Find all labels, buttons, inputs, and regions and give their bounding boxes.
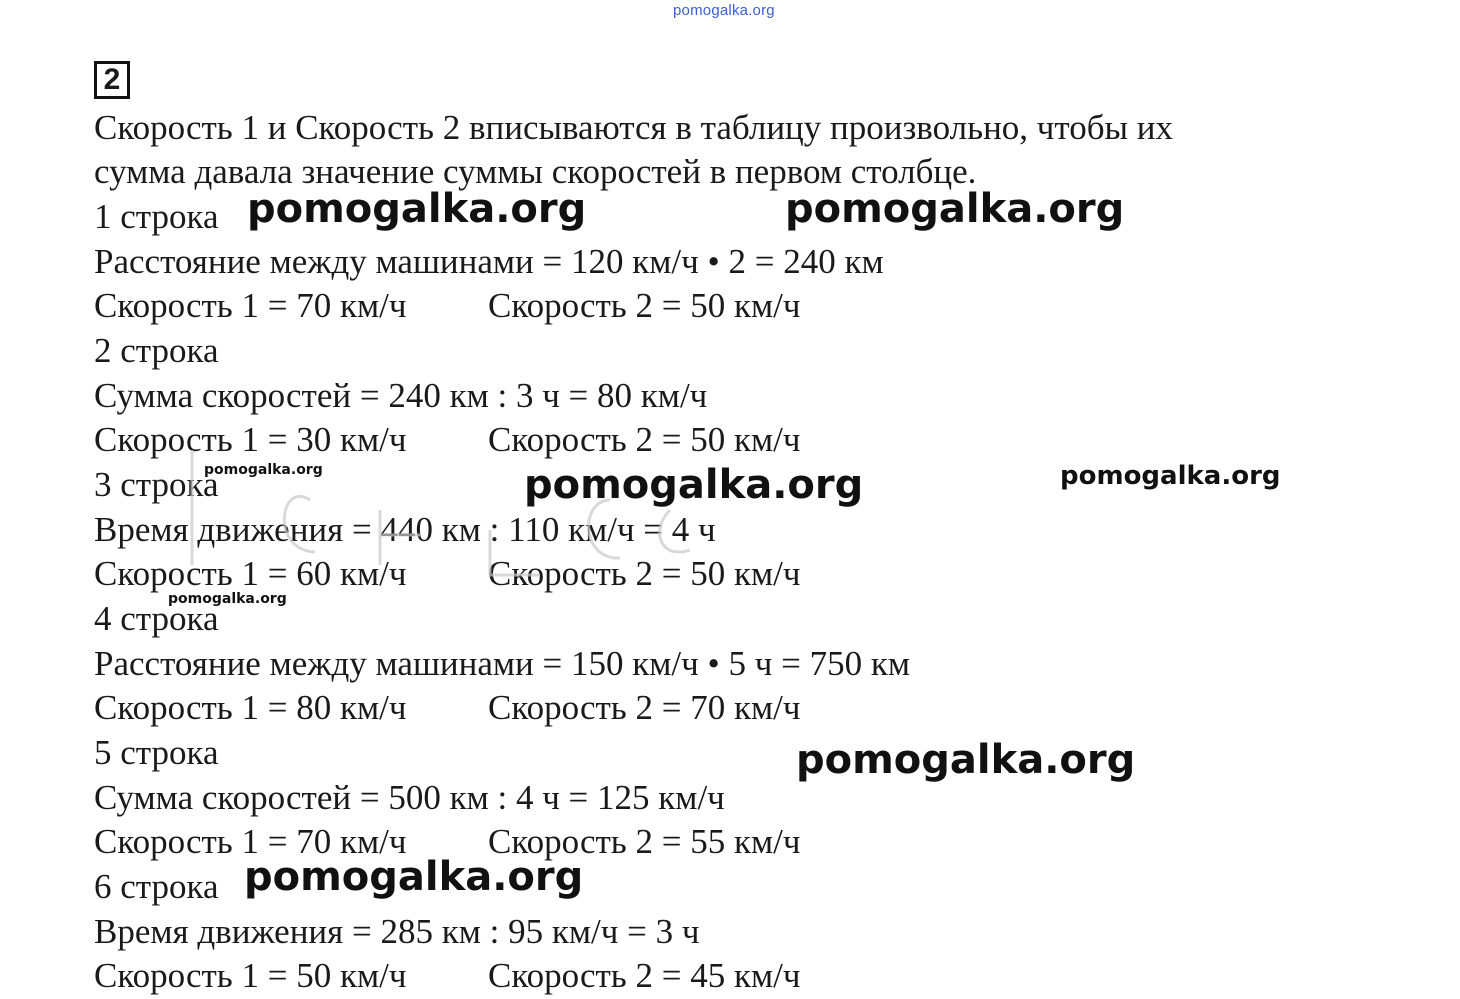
row-2-speed-1: Скорость 1 = 30 км/ч bbox=[94, 420, 407, 459]
row-6-speed-1: Скорость 1 = 50 км/ч bbox=[94, 956, 407, 995]
row-3-speed-1: Скорость 1 = 60 км/ч bbox=[94, 554, 407, 593]
watermark: pomogalka.org bbox=[524, 462, 864, 508]
row-6-calculation: Время движения = 285 км : 95 км/ч = 3 ч bbox=[94, 912, 700, 951]
row-3-heading: 3 строка bbox=[94, 465, 219, 504]
row-5-heading: 5 строка bbox=[94, 733, 219, 772]
row-2-heading: 2 строка bbox=[94, 331, 219, 370]
row-4-calculation: Расстояние между машинами = 150 км/ч • 5 ч = 750 км bbox=[94, 644, 910, 683]
row-4-speed-1: Скорость 1 = 80 км/ч bbox=[94, 688, 407, 727]
row-2-calculation: Сумма скоростей = 240 км : 3 ч = 80 км/ч bbox=[94, 376, 708, 415]
row-5-speed-2: Скорость 2 = 55 км/ч bbox=[488, 822, 801, 861]
watermark: pomogalka.org bbox=[796, 737, 1136, 783]
row-1-speed-2: Скорость 2 = 50 км/ч bbox=[488, 286, 801, 325]
watermark: pomogalka.org bbox=[1060, 461, 1281, 491]
row-6-heading: 6 строка bbox=[94, 867, 219, 906]
row-1-calculation: Расстояние между машинами = 120 км/ч • 2 = 240 км bbox=[94, 242, 884, 281]
row-5-speed-1: Скорость 1 = 70 км/ч bbox=[94, 822, 407, 861]
row-3-speed-2: Скорость 2 = 50 км/ч bbox=[488, 554, 801, 593]
watermark: pomogalka.org bbox=[785, 186, 1125, 232]
row-5-calculation: Сумма скоростей = 500 км : 4 ч = 125 км/ч bbox=[94, 778, 725, 817]
row-6-speed-2: Скорость 2 = 45 км/ч bbox=[488, 956, 801, 995]
task-number-box: 2 bbox=[94, 61, 130, 99]
intro-line-1: Скорость 1 и Скорость 2 вписываются в таблицу произвольно, чтобы их bbox=[94, 108, 1174, 147]
row-3-calculation: Время движения = 440 км : 110 км/ч = 4 ч bbox=[94, 510, 716, 549]
row-4-speed-2: Скорость 2 = 70 км/ч bbox=[488, 688, 801, 727]
watermark: pomogalka.org bbox=[247, 186, 587, 232]
watermark: pomogalka.org bbox=[168, 591, 287, 607]
row-1-heading: 1 строка bbox=[94, 197, 219, 236]
row-4-heading: 4 строка bbox=[94, 599, 219, 638]
intro-line-2: сумма давала значение суммы скоростей в первом столбце. bbox=[94, 152, 977, 191]
row-1-speed-1: Скорость 1 = 70 км/ч bbox=[94, 286, 407, 325]
watermark: pomogalka.org bbox=[244, 854, 584, 900]
row-2-speed-2: Скорость 2 = 50 км/ч bbox=[488, 420, 801, 459]
site-watermark[interactable]: pomogalka.org bbox=[673, 2, 775, 19]
watermark: pomogalka.org bbox=[204, 462, 323, 478]
